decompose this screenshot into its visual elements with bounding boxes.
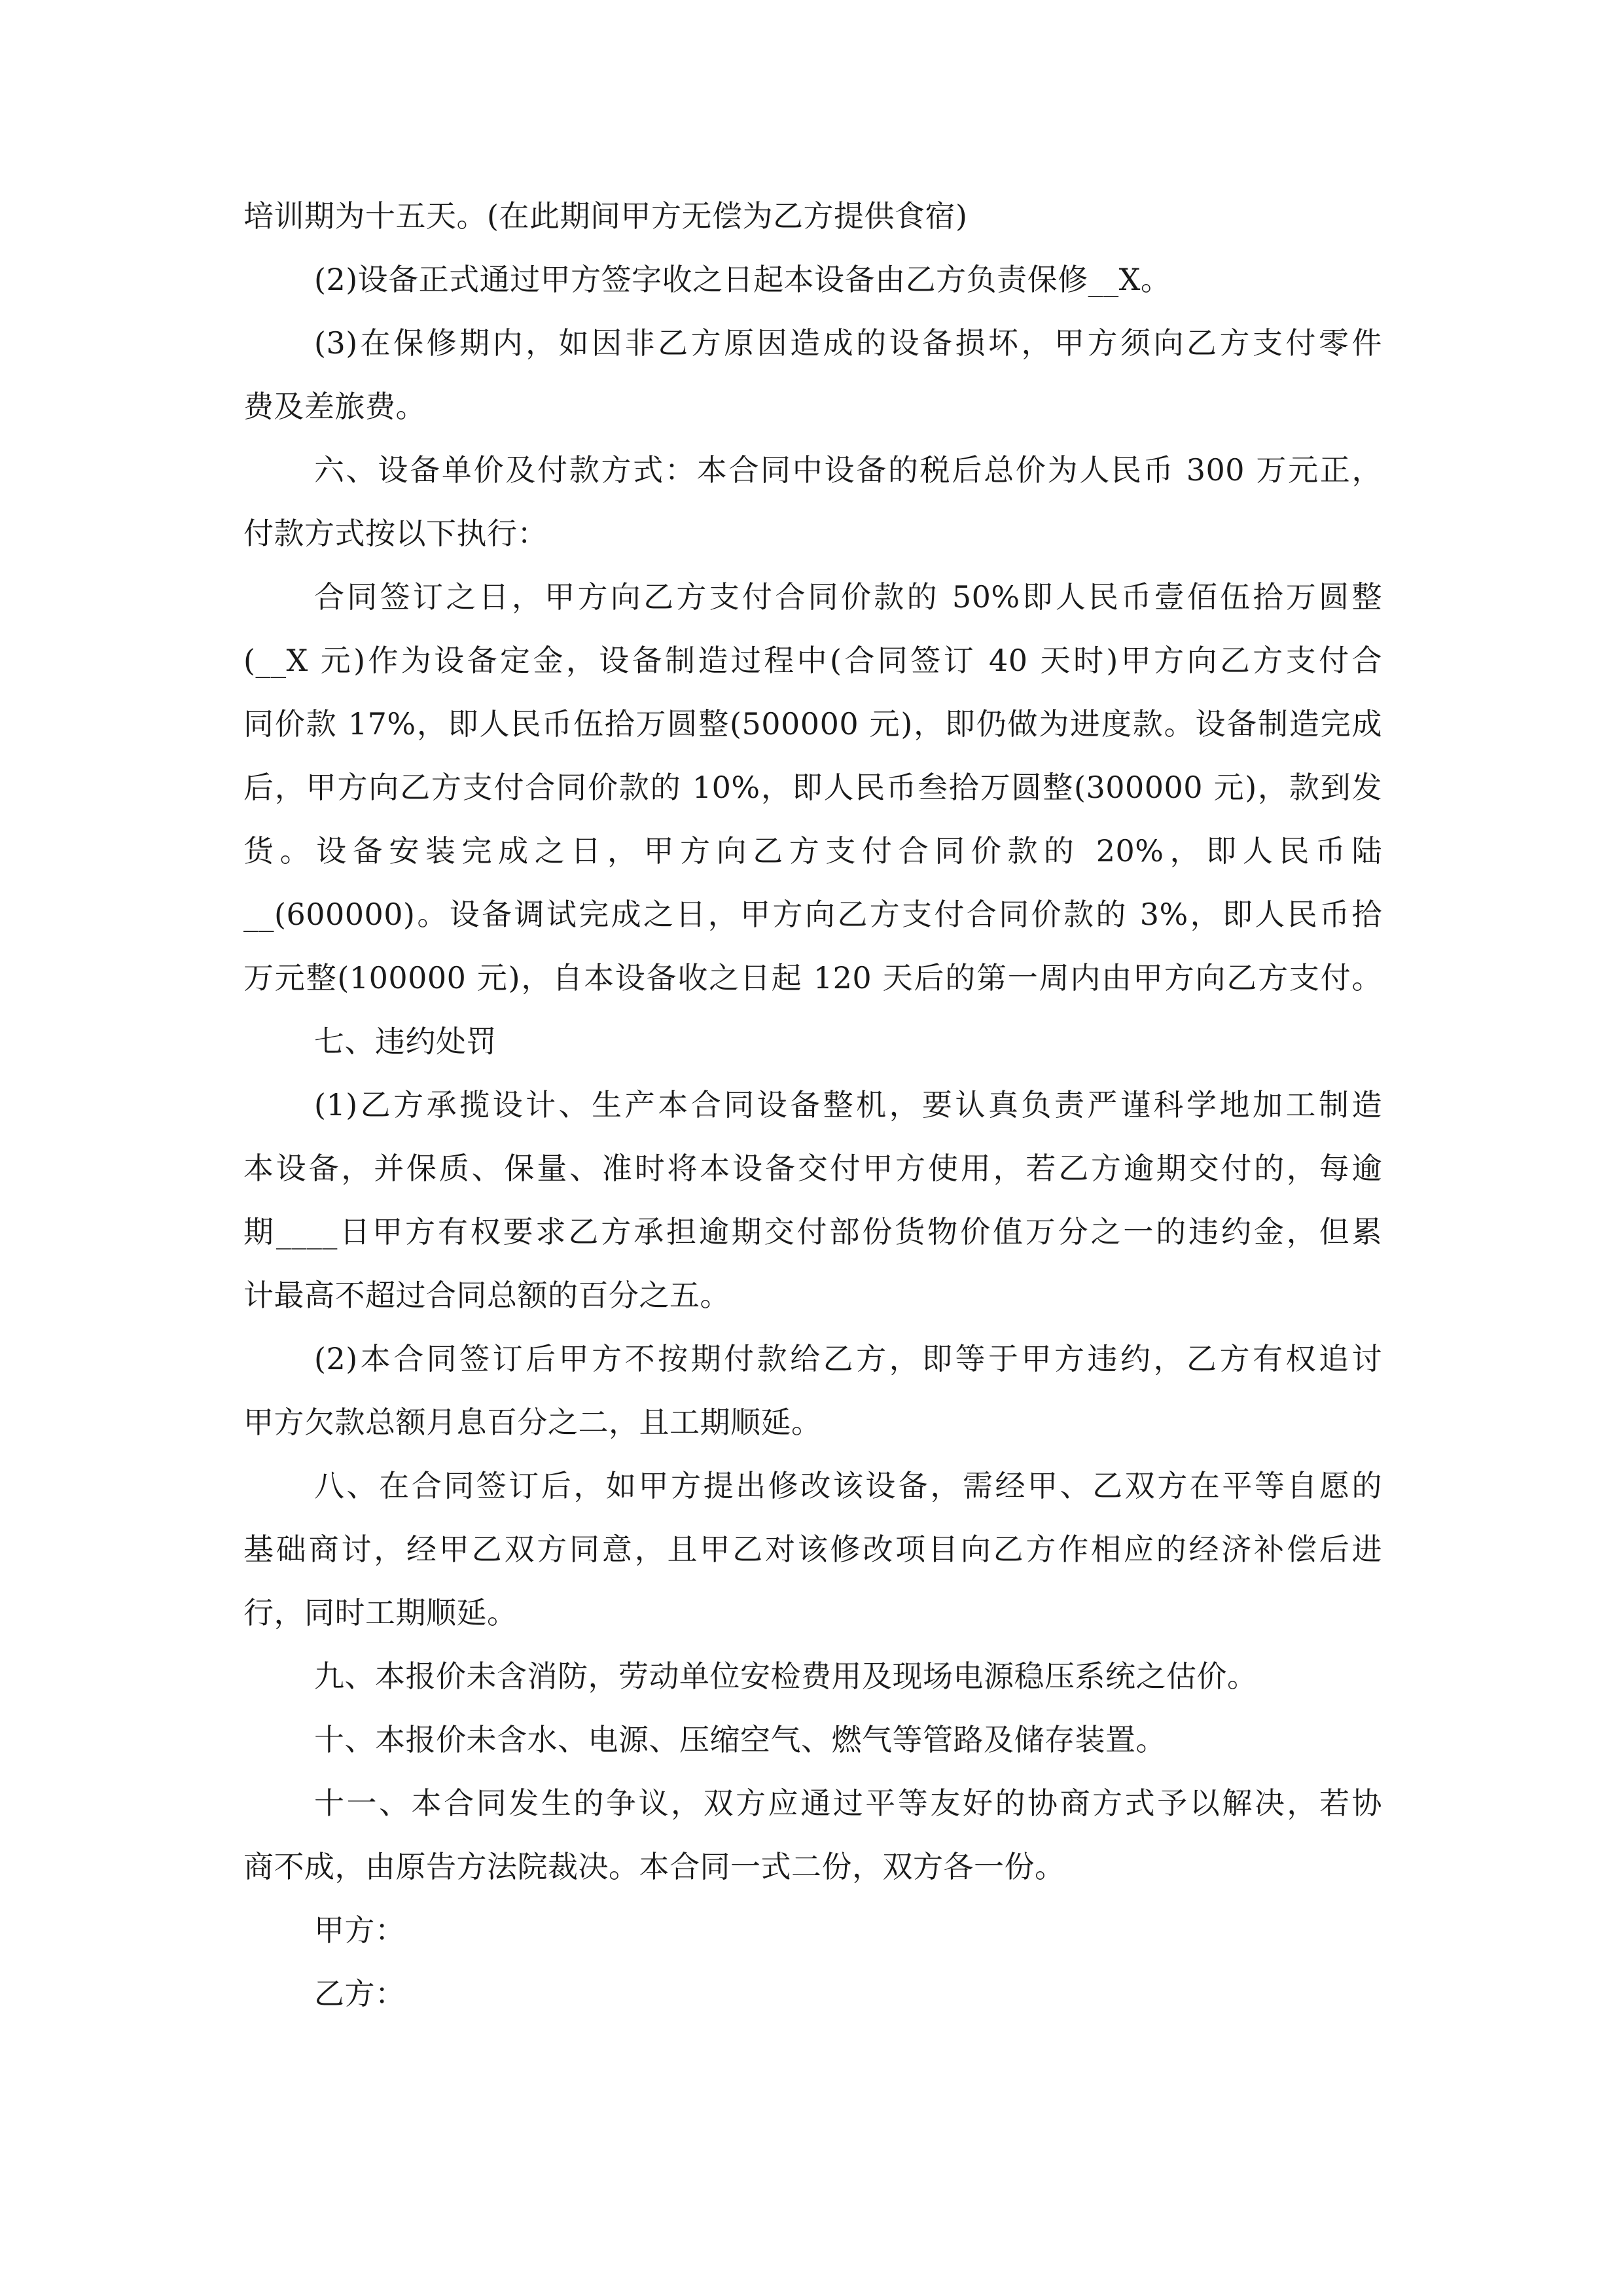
text-line: 合同签订之日，甲方向乙方支付合同价款的 50%即人民币壹佰伍拾万圆整 bbox=[314, 579, 1382, 615]
text-line: 同价款 17%，即人民币伍拾万圆整(500000 元)，即仍做为进度款。设备制造完成 bbox=[243, 706, 1382, 742]
section-heading-10: 十、本报价未含水、电源、压缩空气、燃气等管路及储存装置。 bbox=[314, 1722, 1166, 1757]
text-line: 货。设备安装完成之日，甲方向乙方支付合同价款的 20%，即人民币陆 bbox=[243, 833, 1382, 869]
text-line: 商不成，由原告方法院裁决。本合同一式二份，双方各一份。 bbox=[243, 1849, 1065, 1884]
text-line: 付款方式按以下执行： bbox=[243, 516, 548, 551]
text-line: (__X 元)作为设备定金，设备制造过程中(合同签订 40 天时)甲方向乙方支付合 bbox=[243, 643, 1382, 678]
text-line: 本设备，并保质、保量、准时将本设备交付甲方使用，若乙方逾期交付的，每逾 bbox=[243, 1151, 1382, 1186]
text-line: (2)本合同签订后甲方不按期付款给乙方，即等于甲方违约，乙方有权追讨 bbox=[314, 1341, 1382, 1376]
text-line: (2)设备正式通过甲方签字收之日起本设备由乙方负责保修__X。 bbox=[314, 262, 1171, 297]
text-line: 基础商讨，经甲乙双方同意，且甲乙对该修改项目向乙方作相应的经济补偿后进 bbox=[243, 1532, 1382, 1567]
text-line: (1)乙方承揽设计、生产本合同设备整机，要认真负责严谨科学地加工制造 bbox=[314, 1087, 1382, 1122]
text-line: 万元整(100000 元)，自本设备收之日起 120 天后的第一周内由甲方向乙方支付。 bbox=[243, 960, 1382, 996]
section-heading-11: 十一、本合同发生的争议，双方应通过平等友好的协商方式予以解决，若协 bbox=[314, 1785, 1382, 1821]
section-heading-6: 六、设备单价及付款方式：本合同中设备的税后总价为人民币 300 万元正， bbox=[314, 452, 1382, 488]
text-line: __(600000)。设备调试完成之日，甲方向乙方支付合同价款的 3%，即人民币拾 bbox=[243, 897, 1382, 932]
text-line: 费及差旅费。 bbox=[243, 389, 426, 424]
text-line: 行，同时工期顺延。 bbox=[243, 1595, 518, 1630]
section-heading-8: 八、在合同签订后，如甲方提出修改该设备，需经甲、乙双方在平等自愿的 bbox=[314, 1468, 1382, 1503]
party-a-signature-line: 甲方： bbox=[314, 1912, 406, 1948]
text-line: 计最高不超过合同总额的百分之五。 bbox=[243, 1278, 730, 1313]
text-line: 期____日甲方有权要求乙方承担逾期交付部份货物价值万分之一的违约金，但累 bbox=[243, 1214, 1382, 1249]
section-heading-9: 九、本报价未含消防，劳动单位安检费用及现场电源稳压系统之估价。 bbox=[314, 1659, 1258, 1694]
party-b-signature-line: 乙方： bbox=[314, 1976, 406, 2011]
text-line: 甲方欠款总额月息百分之二，且工期顺延。 bbox=[243, 1405, 822, 1440]
text-line: (3)在保修期内，如因非乙方原因造成的设备损坏，甲方须向乙方支付零件 bbox=[314, 325, 1382, 361]
text-line: 培训期为十五天。(在此期间甲方无偿为乙方提供食宿) bbox=[243, 198, 968, 234]
section-heading-7: 七、违约处罚 bbox=[314, 1024, 497, 1059]
text-line: 后，甲方向乙方支付合同价款的 10%，即人民币叁拾万圆整(300000 元)，款到发 bbox=[243, 770, 1382, 805]
